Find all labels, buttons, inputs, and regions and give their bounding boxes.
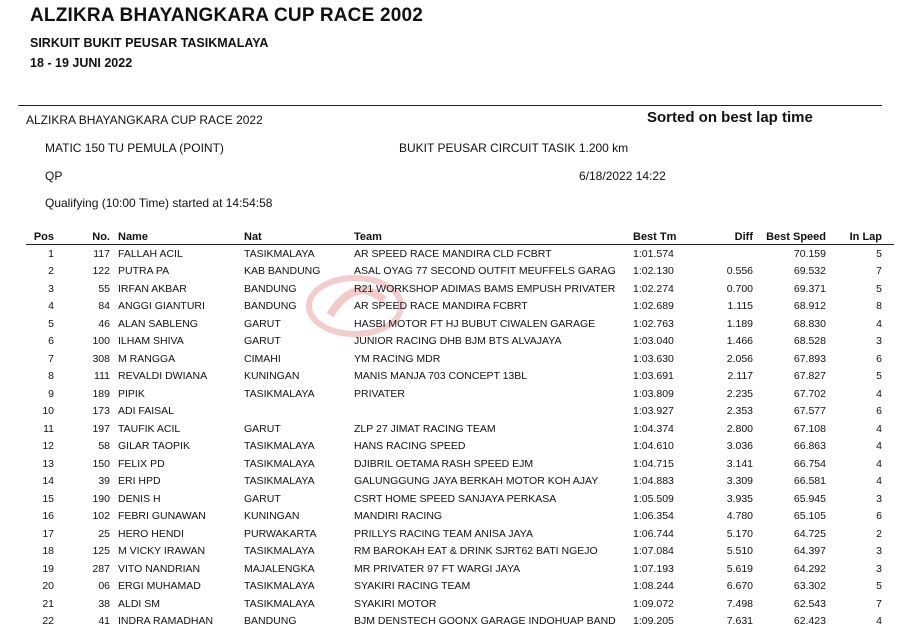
cell-in-lap: 4 (876, 422, 882, 435)
cell-no: 06 (98, 580, 110, 593)
cell-name: ALAN SABLENG (118, 317, 198, 330)
cell-no: 308 (92, 352, 110, 365)
sorted-label: Sorted on best lap time (647, 109, 813, 126)
cell-name: FELIX PD (118, 457, 165, 470)
circuit-name: SIRKUIT BUKIT PEUSAR TASIKMALAYA (30, 36, 269, 50)
table-row (26, 595, 894, 613)
cell-no: 46 (98, 317, 110, 330)
cell-best-speed: 65.105 (793, 510, 826, 523)
cell-team: AR SPEED RACE MANDIRA CLD FCBRT (354, 247, 552, 260)
table-row (26, 333, 894, 351)
cell-best-speed: 66.754 (793, 457, 826, 470)
cell-pos: 10 (42, 405, 54, 418)
cell-nat: KAB BANDUNG (244, 265, 321, 278)
cell-name: ANGGI GIANTURI (118, 300, 205, 313)
table-row (26, 508, 894, 526)
cell-team: SYAKIRI RACING TEAM (354, 580, 471, 593)
cell-best-tm: 1:06.744 (633, 527, 674, 540)
cell-name: GILAR TAOPIK (118, 440, 190, 453)
cell-nat: GARUT (244, 317, 281, 330)
cell-name: ILHAM SHIVA (118, 335, 184, 348)
cell-pos: 2 (48, 265, 54, 278)
cell-best-speed: 66.581 (793, 475, 826, 488)
cell-best-tm: 1:03.630 (633, 352, 674, 365)
cell-diff: 2.056 (726, 352, 753, 365)
cell-diff: 5.619 (726, 562, 753, 575)
cell-diff: 5.170 (726, 527, 753, 540)
cell-no: 102 (92, 510, 110, 523)
cell-team: PRILLYS RACING TEAM ANISA JAYA (354, 527, 533, 540)
cell-nat: TASIKMALAYA (244, 247, 315, 260)
cell-in-lap: 3 (876, 545, 882, 558)
table-row (26, 438, 894, 456)
circuit-info: BUKIT PEUSAR CIRCUIT TASIK 1.200 km (399, 141, 629, 155)
cell-nat: TASIKMALAYA (244, 597, 315, 610)
col-header-team: Team (354, 229, 619, 245)
cell-in-lap: 3 (876, 492, 882, 505)
cell-best-speed: 67.108 (793, 422, 826, 435)
cell-no: 41 (98, 615, 110, 628)
cell-in-lap: 3 (876, 562, 882, 575)
cell-nat (244, 403, 354, 421)
cell-in-lap: 4 (876, 387, 882, 400)
cell-pos: 8 (48, 370, 54, 383)
cell-in-lap: 4 (876, 440, 882, 453)
cell-name: FALLAH ACIL (118, 247, 183, 260)
cell-in-lap: 5 (876, 282, 882, 295)
cell-team: MANDIRI RACING (354, 510, 443, 523)
cell-best-speed: 64.292 (793, 562, 826, 575)
report-title: ALZIKRA BHAYANGKARA CUP RACE 2022 (26, 113, 263, 127)
cell-nat: GARUT (244, 422, 281, 435)
cell-name: PUTRA PA (118, 265, 170, 278)
cell-team (354, 403, 619, 421)
cell-best-speed: 68.830 (793, 317, 826, 330)
cell-best-speed: 63.302 (793, 580, 826, 593)
cell-diff: 2.800 (726, 422, 753, 435)
cell-best-speed: 67.893 (793, 352, 826, 365)
cell-best-tm: 1:04.883 (633, 475, 674, 488)
cell-diff: 7.631 (726, 615, 753, 628)
header-divider (18, 105, 882, 106)
cell-diff: 3.309 (726, 475, 753, 488)
cell-name: ALDI SM (118, 597, 161, 610)
cell-team: CSRT HOME SPEED SANJAYA PERKASA (354, 492, 557, 505)
cell-no: 189 (92, 387, 110, 400)
cell-best-speed: 62.543 (793, 597, 826, 610)
cell-diff: 2.235 (726, 387, 753, 400)
cell-best-tm: 1:07.084 (633, 545, 674, 558)
cell-pos: 20 (42, 580, 54, 593)
table-row (26, 490, 894, 508)
cell-pos: 14 (42, 475, 54, 488)
session-start: Qualifying (10:00 Time) started at 14:54:58 (45, 196, 273, 210)
cell-team: YM RACING MDR (354, 352, 441, 365)
cell-diff: 3.036 (726, 440, 753, 453)
cell-no: 38 (98, 597, 110, 610)
cell-best-speed: 68.528 (793, 335, 826, 348)
cell-pos: 12 (42, 440, 54, 453)
cell-nat: GARUT (244, 335, 281, 348)
cell-best-speed: 67.827 (793, 370, 826, 383)
cell-pos: 4 (48, 300, 54, 313)
cell-team: RM BAROKAH EAT & DRINK SJRT62 BATI NGEJO (354, 545, 598, 558)
cell-in-lap: 4 (876, 475, 882, 488)
cell-team: DJIBRIL OETAMA RASH SPEED EJM (354, 457, 534, 470)
cell-pos: 18 (42, 545, 54, 558)
cell-in-lap: 7 (876, 265, 882, 278)
col-header-name: Name (110, 229, 244, 245)
cell-diff: 2.353 (726, 405, 753, 418)
cell-team: MR PRIVATER 97 FT WARGI JAYA (354, 562, 521, 575)
cell-nat: BANDUNG (244, 300, 297, 313)
cell-no: 25 (98, 527, 110, 540)
cell-diff: 7.498 (726, 597, 753, 610)
session-code: QP (45, 169, 63, 183)
table-row (26, 280, 894, 298)
cell-nat: TASIKMALAYA (244, 580, 315, 593)
cell-best-tm: 1:02.763 (633, 317, 674, 330)
cell-best-speed: 67.577 (793, 405, 826, 418)
cell-best-speed: 62.423 (793, 615, 826, 628)
cell-nat: GARUT (244, 492, 281, 505)
cell-best-tm: 1:02.689 (633, 300, 674, 313)
cell-name: ERI HPD (118, 475, 161, 488)
cell-diff: 4.780 (726, 510, 753, 523)
cell-best-speed: 66.863 (793, 440, 826, 453)
cell-in-lap: 6 (876, 510, 882, 523)
cell-name: DENIS H (118, 492, 161, 505)
cell-in-lap: 2 (876, 527, 882, 540)
cell-name: HERO HENDI (118, 527, 184, 540)
cell-diff: 6.670 (726, 580, 753, 593)
table-row (26, 420, 894, 438)
cell-best-tm: 1:08.244 (633, 580, 674, 593)
cell-pos: 5 (48, 317, 54, 330)
cell-best-tm: 1:04.374 (633, 422, 674, 435)
cell-in-lap: 5 (876, 247, 882, 260)
table-row (26, 315, 894, 333)
cell-best-speed: 70.159 (793, 247, 826, 260)
cell-in-lap: 6 (876, 352, 882, 365)
cell-best-speed: 68.912 (793, 300, 826, 313)
cell-best-tm: 1:03.040 (633, 335, 674, 348)
cell-name: TAUFIK ACIL (118, 422, 181, 435)
cell-team: MANIS MANJA 703 CONCEPT 13BL (354, 370, 528, 383)
cell-best-speed: 64.725 (793, 527, 826, 540)
cell-team: ASAL OYAG 77 SECOND OUTFIT MEUFFELS GARAG (354, 265, 616, 278)
cell-pos: 6 (48, 335, 54, 348)
session-datetime: 6/18/2022 14:22 (579, 169, 666, 183)
table-row (26, 560, 894, 578)
cell-nat: BANDUNG (244, 282, 297, 295)
cell-nat: MAJALENGKA (244, 562, 315, 575)
cell-no: 173 (92, 405, 110, 418)
cell-no: 100 (92, 335, 110, 348)
cell-in-lap: 4 (876, 457, 882, 470)
cell-no: 58 (98, 440, 110, 453)
table-row (26, 403, 894, 421)
cell-name: REVALDI DWIANA (118, 370, 208, 383)
cell-pos: 3 (48, 282, 54, 295)
cell-best-tm: 1:09.072 (633, 597, 674, 610)
cell-best-tm: 1:06.354 (633, 510, 674, 523)
event-title: ALZIKRA BHAYANGKARA CUP RACE 2002 (30, 5, 424, 26)
cell-team: ZLP 27 JIMAT RACING TEAM (354, 422, 496, 435)
table-row (26, 473, 894, 491)
col-header-diff: Diff (700, 229, 753, 245)
cell-pos: 1 (48, 247, 54, 260)
table-row (26, 263, 894, 281)
cell-nat: KUNINGAN (244, 370, 300, 383)
cell-name: ADI FAISAL (118, 405, 175, 418)
results-table (26, 229, 894, 630)
cell-best-speed: 69.371 (793, 282, 826, 295)
cell-pos: 22 (42, 615, 54, 628)
cell-diff: 3.141 (726, 457, 753, 470)
cell-name: INDRA RAMADHAN (118, 615, 214, 628)
cell-diff: 2.117 (727, 370, 753, 383)
cell-name: VITO NANDRIAN (118, 562, 201, 575)
cell-no: 287 (92, 562, 110, 575)
cell-in-lap: 8 (876, 300, 882, 313)
cell-no: 55 (98, 282, 110, 295)
cell-no: 197 (92, 422, 110, 435)
col-header-best-speed: Best Speed (753, 229, 826, 245)
event-dates: 18 - 19 JUNI 2022 (30, 56, 133, 70)
table-row (26, 543, 894, 561)
cell-in-lap: 4 (876, 317, 882, 330)
cell-best-tm: 1:03.927 (633, 405, 674, 418)
cell-in-lap: 3 (876, 335, 882, 348)
cell-best-tm: 1:04.715 (633, 457, 674, 470)
cell-name: IRFAN AKBAR (118, 282, 187, 295)
cell-team: SYAKIRI MOTOR (354, 597, 437, 610)
cell-best-tm: 1:03.691 (633, 370, 674, 383)
cell-pos: 11 (43, 422, 54, 435)
cell-best-tm: 1:03.809 (633, 387, 674, 400)
cell-diff: 5.510 (726, 545, 753, 558)
cell-pos: 13 (42, 457, 54, 470)
col-header-in-lap: In Lap (826, 229, 894, 245)
cell-name: M VICKY IRAWAN (118, 545, 206, 558)
cell-best-speed: 65.945 (793, 492, 826, 505)
cell-name: PIPIK (118, 387, 145, 400)
table-row (26, 525, 894, 543)
table-row (26, 368, 894, 386)
cell-team: AR SPEED RACE MANDIRA FCBRT (354, 300, 528, 313)
cell-diff: 1.115 (727, 300, 753, 313)
cell-best-tm: 1:05.509 (633, 492, 674, 505)
cell-best-speed: 64.397 (793, 545, 826, 558)
cell-team: HANS RACING SPEED (354, 440, 466, 453)
cell-team: BJM DENSTECH GOONX GARAGE INDOHUAP BAND (354, 615, 616, 628)
table-header-row (26, 229, 894, 245)
cell-diff: 3.935 (726, 492, 753, 505)
cell-team: HASBI MOTOR FT HJ BUBUT CIWALEN GARAGE (354, 317, 596, 330)
cell-no: 190 (92, 492, 110, 505)
cell-pos: 15 (42, 492, 54, 505)
cell-pos: 21 (42, 597, 54, 610)
cell-no: 111 (94, 370, 110, 383)
cell-nat: TASIKMALAYA (244, 387, 315, 400)
cell-no: 117 (93, 247, 110, 260)
col-header-no: No. (54, 229, 110, 245)
cell-no: 125 (92, 545, 110, 558)
col-header-best-tm: Best Tm (619, 229, 700, 245)
cell-in-lap: 6 (876, 405, 882, 418)
cell-no: 39 (98, 475, 110, 488)
cell-name: FEBRI GUNAWAN (118, 510, 206, 523)
cell-diff: 1.466 (726, 335, 753, 348)
cell-best-tm: 1:02.130 (633, 265, 674, 278)
cell-diff (700, 245, 753, 263)
table-row (26, 298, 894, 316)
cell-name: M RANGGA (118, 352, 176, 365)
cell-pos: 19 (42, 562, 54, 575)
cell-no: 84 (98, 300, 110, 313)
cell-pos: 7 (48, 352, 54, 365)
cell-best-tm: 1:04.610 (633, 440, 674, 453)
table-row (26, 245, 894, 263)
cell-team: GALUNGGUNG JAYA BERKAH MOTOR KOH AJAY (354, 475, 599, 488)
cell-in-lap: 4 (876, 615, 882, 628)
cell-best-tm: 1:09.205 (633, 615, 674, 628)
cell-in-lap: 5 (876, 370, 882, 383)
table-row (26, 613, 894, 631)
cell-best-tm: 1:01.574 (633, 247, 674, 260)
cell-best-tm: 1:02.274 (633, 282, 674, 295)
cell-nat: TASIKMALAYA (244, 457, 315, 470)
cell-nat: PURWAKARTA (244, 527, 317, 540)
cell-best-speed: 69.532 (793, 265, 826, 278)
cell-no: 122 (92, 265, 110, 278)
table-row (26, 578, 894, 596)
cell-diff: 0.700 (726, 282, 753, 295)
cell-nat: TASIKMALAYA (244, 475, 315, 488)
cell-team: PRIVATER (354, 387, 405, 400)
class-name: MATIC 150 TU PEMULA (POINT) (45, 141, 224, 155)
col-header-pos: Pos (26, 229, 54, 245)
cell-diff: 0.556 (726, 265, 753, 278)
cell-no: 150 (92, 457, 110, 470)
cell-best-speed: 67.702 (793, 387, 826, 400)
cell-nat: CIMAHI (244, 352, 281, 365)
cell-pos: 17 (42, 527, 54, 540)
cell-nat: TASIKMALAYA (244, 545, 315, 558)
cell-nat: TASIKMALAYA (244, 440, 315, 453)
cell-team: JUNIOR RACING DHB BJM BTS ALVAJAYA (354, 335, 562, 348)
cell-in-lap: 5 (876, 580, 882, 593)
cell-in-lap: 7 (876, 597, 882, 610)
cell-diff: 1.189 (726, 317, 753, 330)
cell-nat: BANDUNG (244, 615, 297, 628)
cell-pos: 9 (48, 387, 54, 400)
cell-best-tm: 1:07.193 (633, 562, 674, 575)
table-row (26, 455, 894, 473)
table-row (26, 350, 894, 368)
cell-nat: KUNINGAN (244, 510, 300, 523)
cell-team: R21 WORKSHOP ADIMAS BAMS EMPUSH PRIVATER (354, 282, 616, 295)
col-header-nat: Nat (244, 229, 354, 245)
table-row (26, 385, 894, 403)
cell-pos: 16 (42, 510, 54, 523)
cell-name: ERGI MUHAMAD (118, 580, 201, 593)
